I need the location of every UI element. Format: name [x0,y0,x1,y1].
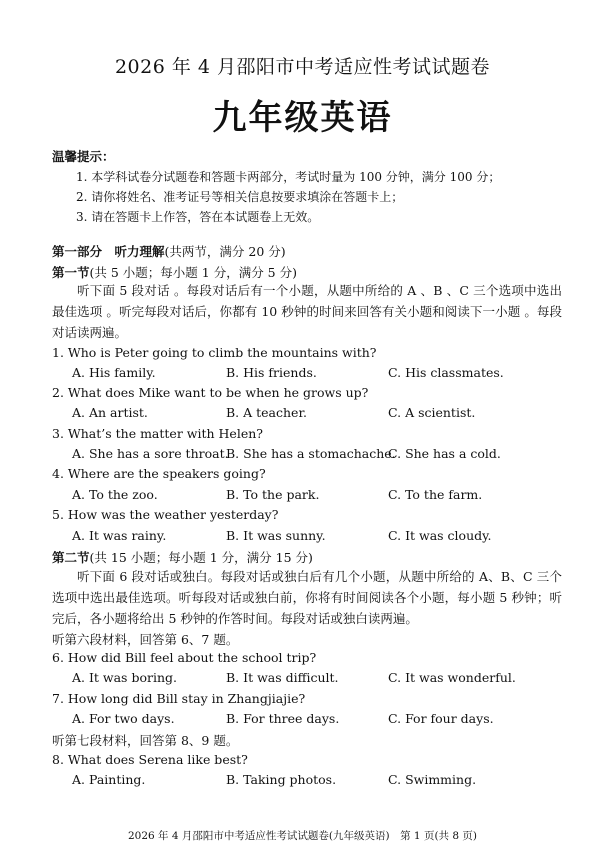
option-b: B. To the park. [226,487,320,502]
question-stem: 1. Who is Peter going to climb the mountains with? [52,345,377,360]
notice-item: 1. 本学科试卷分试题卷和答题卡两部分，考试时量为 100 分钟，满分 100 分； [76,170,501,184]
question-stem: 5. How was the weather yesterday? [52,507,279,522]
option-b: B. It was sunny. [226,528,326,543]
option-c: C. It was cloudy. [388,528,492,543]
section2-note: (共 15 小题；每小题 1 分，满分 15 分) [89,550,313,565]
option-a: A. An artist. [72,405,148,420]
question-stem: 6. How did Bill feel about the school trip? [52,650,317,665]
option-b: B. For three days. [226,711,340,726]
section1-note: (共 5 小题；每小题 1 分，满分 5 分) [89,265,297,280]
part1-title: 第一部分 听力理解 [52,244,165,259]
section2-heading [52,548,313,566]
exam-title: 2026 年 4 月邵阳市中考适应性考试试题卷 [114,56,491,78]
option-c: C. To the farm. [388,487,483,502]
question-stem: 3. What’s the matter with Helen? [52,426,263,441]
section2-title: 第二节 [52,550,90,565]
material-instruction: 听第六段材料，回答第 6、7 题。 [52,632,239,647]
page-footer: 2026 年 4 月邵阳市中考适应性考试试题卷(九年级英语) 第 1 页(共 8 页) [127,830,477,842]
option-b: B. She has a stomachache. [226,446,396,461]
notice-item: 3. 请在答题卡上作答，答在本试题卷上无效。 [76,210,320,224]
option-a: A. It was rainy. [72,528,167,543]
section1-title: 第一节 [52,265,90,280]
option-b: B. A teacher. [226,405,308,420]
part1-heading [52,242,286,260]
option-b: B. His friends. [226,365,317,380]
option-c: C. A scientist. [388,405,476,420]
option-c: C. Swimming. [388,772,477,787]
question-stem: 8. What does Serena like best? [52,752,248,767]
option-a: A. It was boring. [72,670,177,685]
option-c: C. She has a cold. [388,446,501,461]
option-a: A. His family. [72,365,156,380]
subject-title: 九年级英语 [212,98,393,138]
option-b: B. Taking photos. [226,772,337,787]
option-c: C. For four days. [388,711,494,726]
option-b: B. It was difficult. [226,670,339,685]
section1-heading [52,263,297,281]
question-stem: 7. How long did Bill stay in Zhangjiajie? [52,691,306,706]
option-a: A. For two days. [72,711,175,726]
question-stem: 2. What does Mike want to be when he grows up? [52,385,369,400]
section1-instructions: 听下面 5 段对话 。每段对话后有一个小题，从题中所给的 A 、B 、C 三个选项中选出最佳选项 。听完每段对话后，你都有 10 秒钟的时间来回答有关小题和阅读下一小题 。每段对话读两遍。 [52,283,562,340]
part1-note: (共两节，满分 20 分) [164,244,286,259]
option-c: C. His classmates. [388,365,504,380]
material-instruction: 听第七段材料，回答第 8、9 题。 [52,733,239,748]
option-a: A. Painting. [72,772,146,787]
notice-heading: 温馨提示： [52,149,115,164]
option-a: A. To the zoo. [72,487,158,502]
notice-item: 2. 请你将姓名、准考证号等相关信息按要求填涂在答题卡上； [76,190,404,204]
question-stem: 4. Where are the speakers going? [52,466,266,481]
option-a: A. She has a sore throat. [72,446,229,461]
option-c: C. It was wonderful. [388,670,516,685]
section2-instructions: 听下面 6 段对话或独白。每段对话或独白后有几个小题，从题中所给的 A、B、C 三个选项中选出最佳选项。听每段对话或独白前，你将有时间阅读各个小题，每小题 5 秒钟；听完后，各小题将给出 5 秒钟的作答时间。每段对话或独白读两遍。 [52,569,562,626]
